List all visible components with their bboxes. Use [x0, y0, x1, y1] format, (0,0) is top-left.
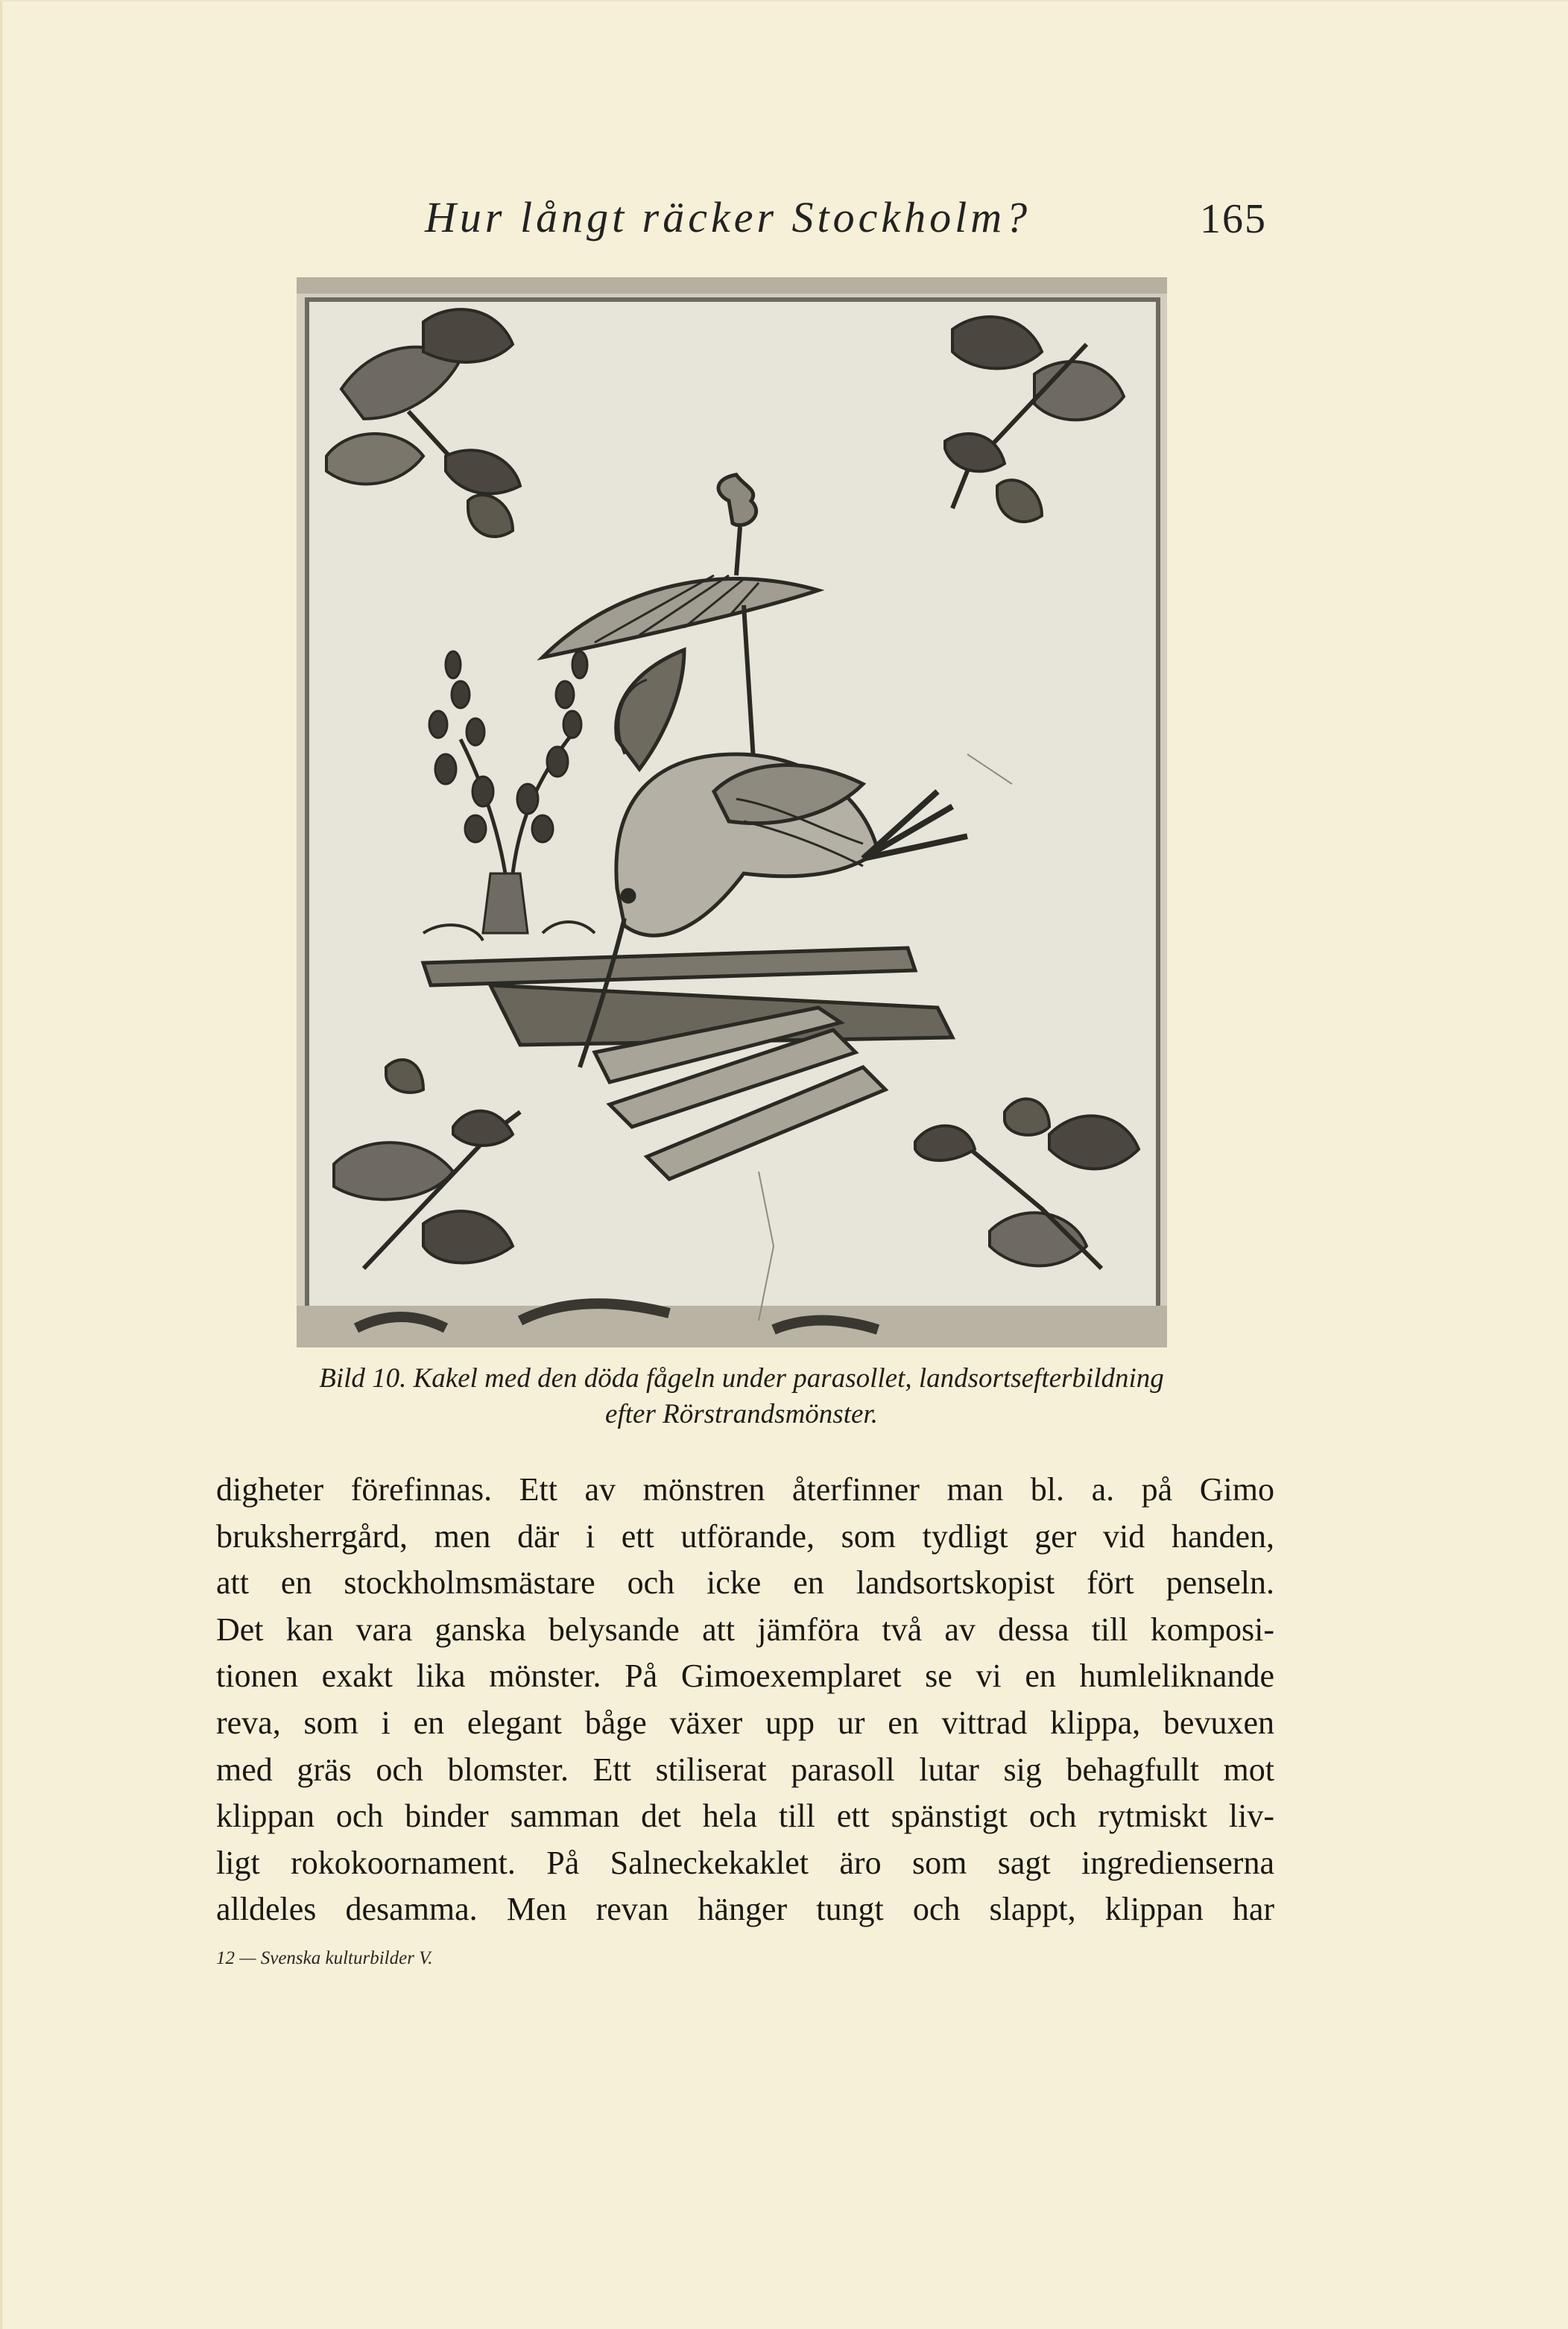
body-line: alldeles desamma. Men revan hänger tungt och slappt, klippan har — [216, 1891, 1274, 1928]
body-text — [216, 1467, 1274, 1933]
page-number: 165 — [1200, 196, 1267, 242]
body-line: bruksherrgård, men där i ett utförande, som tydligt ger vid handen, — [216, 1517, 1274, 1555]
body-line: klippan och binder samman det hela till ett spänstigt och rytmiskt liv- — [216, 1798, 1274, 1835]
running-head — [425, 192, 1267, 252]
caption-line: efter Rörstrandsmönster. — [605, 1399, 878, 1429]
running-title: Hur långt räcker Stockholm? — [425, 193, 1031, 241]
tile-grout-top — [297, 277, 1167, 294]
body-line: ligt rokokoornament. På Salneckekaklet äro som sagt ingredienserna — [216, 1844, 1274, 1881]
tile-illustration — [297, 277, 1167, 1347]
tile-figure — [297, 277, 1167, 1347]
body-line: att en stockholmsmästare och icke en landsortskopist fört penseln. — [216, 1564, 1274, 1602]
tile-grout-bottom — [297, 1306, 1167, 1347]
body-line: med gräs och blomster. Ett stiliserat parasoll lutar sig behagfullt mot — [216, 1751, 1274, 1788]
footer-signature: 12 — Svenska kulturbilder V. — [216, 1948, 433, 1968]
body-line: tionen exakt lika mönster. På Gimoexemplaret se vi en humleliknande — [216, 1658, 1274, 1695]
body-line: digheter förefinnas. Ett av mönstren återfinner man bl. a. på Gimo — [216, 1471, 1274, 1508]
body-line: Det kan vara ganska belysande att jämföra två av dessa till komposi- — [216, 1611, 1274, 1648]
caption-line: Bild 10. Kakel med den döda fågeln under parasollet, landsortsefterbildning — [319, 1363, 1164, 1394]
figure-caption — [216, 1361, 1267, 1432]
body-line: reva, som i en elegant båge växer upp ur en vittrad klippa, bevuxen — [216, 1704, 1274, 1741]
